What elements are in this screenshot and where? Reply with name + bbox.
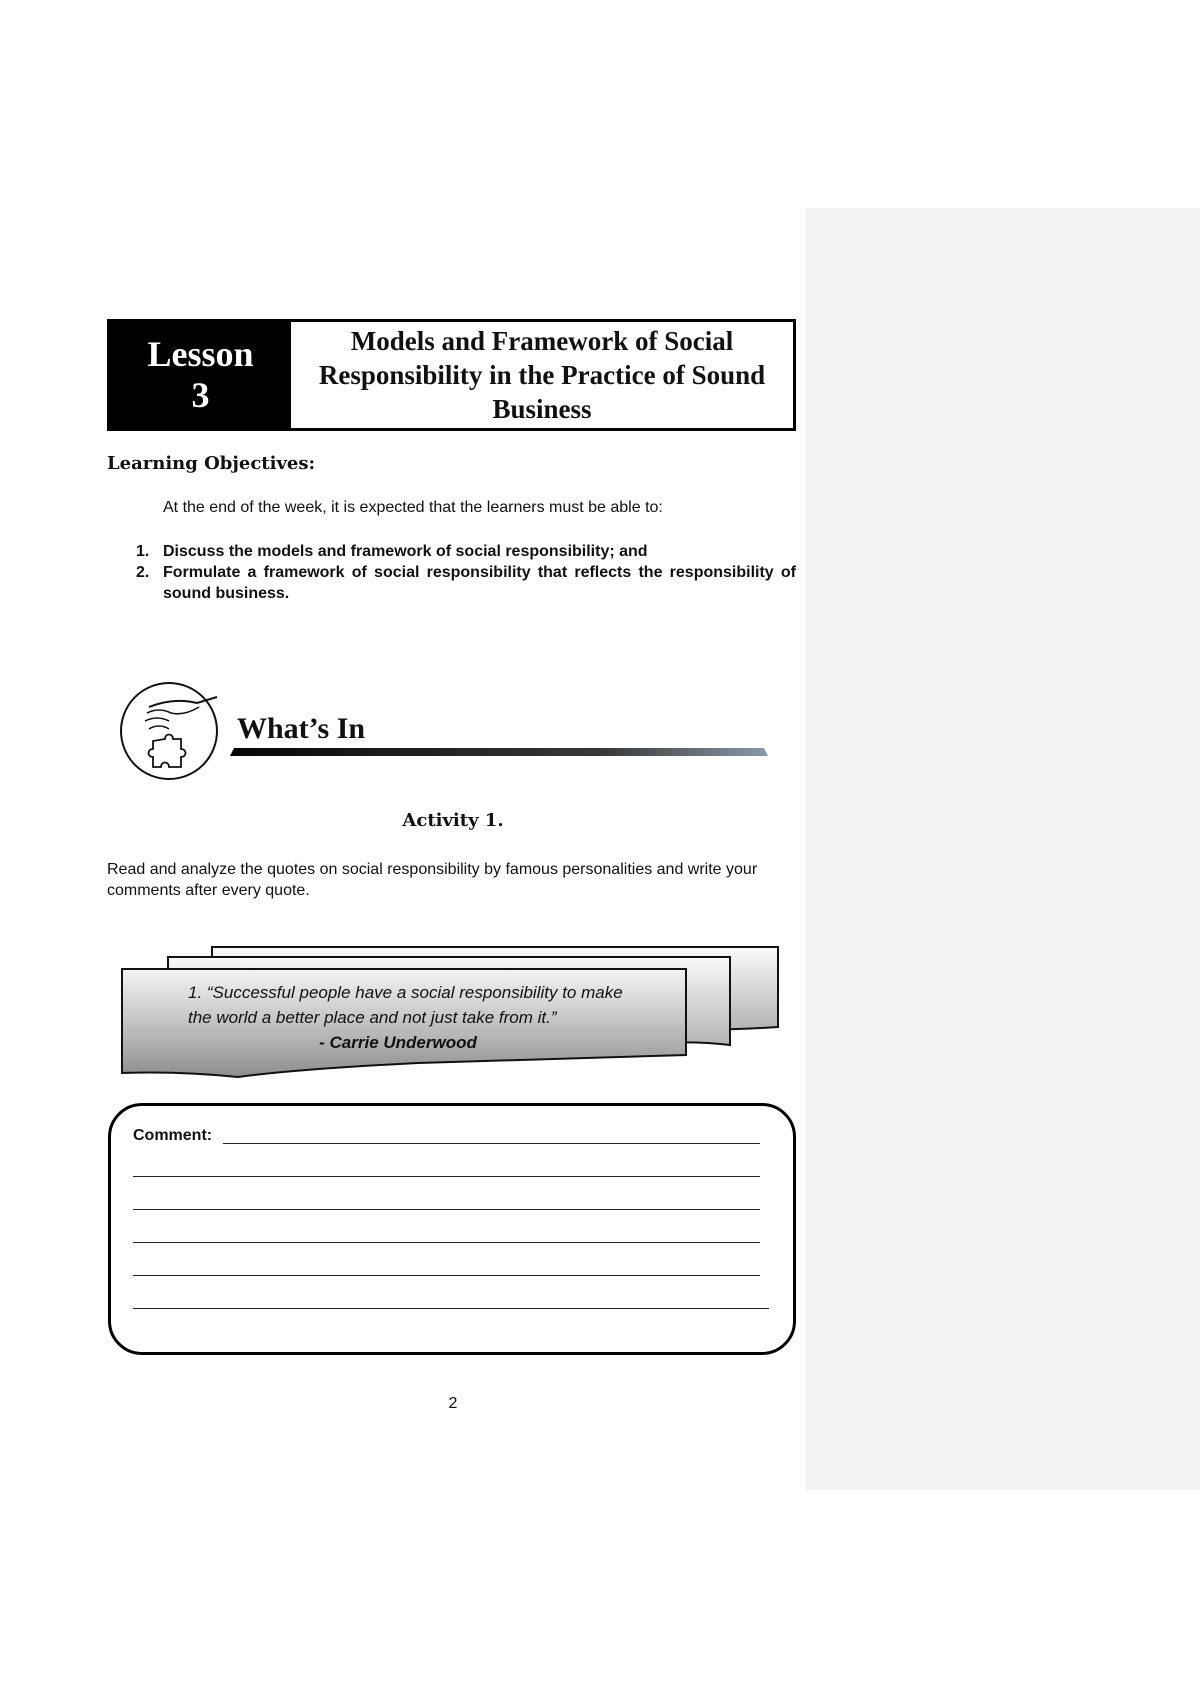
objectives-heading: Learning Objectives: (107, 453, 316, 474)
objective-item (136, 562, 796, 604)
activity-instructions: Read and analyze the quotes on social responsibility by famous personalities and write your comments after every quote. (107, 861, 758, 899)
comment-line[interactable] (133, 1176, 760, 1177)
comment-line[interactable] (133, 1209, 760, 1210)
section-title: What’s In (237, 712, 366, 745)
objective-item (136, 541, 796, 562)
hand-puzzle-icon (119, 679, 221, 783)
objective-text: Discuss the models and framework of social responsibility; and (163, 543, 648, 560)
comment-margin-pane (806, 208, 1200, 1490)
comment-line[interactable] (133, 1275, 760, 1276)
quote-text: 1. “Successful people have a social responsibility to make the world a better place and not just take from it.” (188, 983, 623, 1027)
activity-title: Activity 1. (402, 810, 504, 831)
section-underline (230, 746, 768, 758)
comment-line[interactable] (133, 1242, 760, 1243)
objective-number: 2. (136, 564, 150, 581)
comment-line[interactable] (133, 1308, 769, 1309)
lesson-number: 3 (191, 375, 210, 415)
lesson-header (107, 319, 796, 431)
comment-label: Comment: (133, 1127, 213, 1144)
objectives-list (136, 541, 796, 604)
lesson-label: Lesson (147, 334, 254, 374)
quote-author: - Carrie Underwood (319, 1033, 477, 1052)
comment-line[interactable] (223, 1143, 760, 1144)
objective-text: Formulate a framework of social responsibility that reflects the responsibility of sound business. (163, 564, 796, 602)
objective-number: 1. (136, 543, 150, 560)
lesson-title: Models and Framework of Social Responsibility in the Practice of Sound Business (318, 326, 766, 424)
lesson-badge (110, 322, 291, 428)
objectives-intro: At the end of the week, it is expected that the learners must be able to: (163, 499, 663, 516)
page-number: 2 (448, 1395, 458, 1412)
quote-block (188, 980, 648, 1055)
